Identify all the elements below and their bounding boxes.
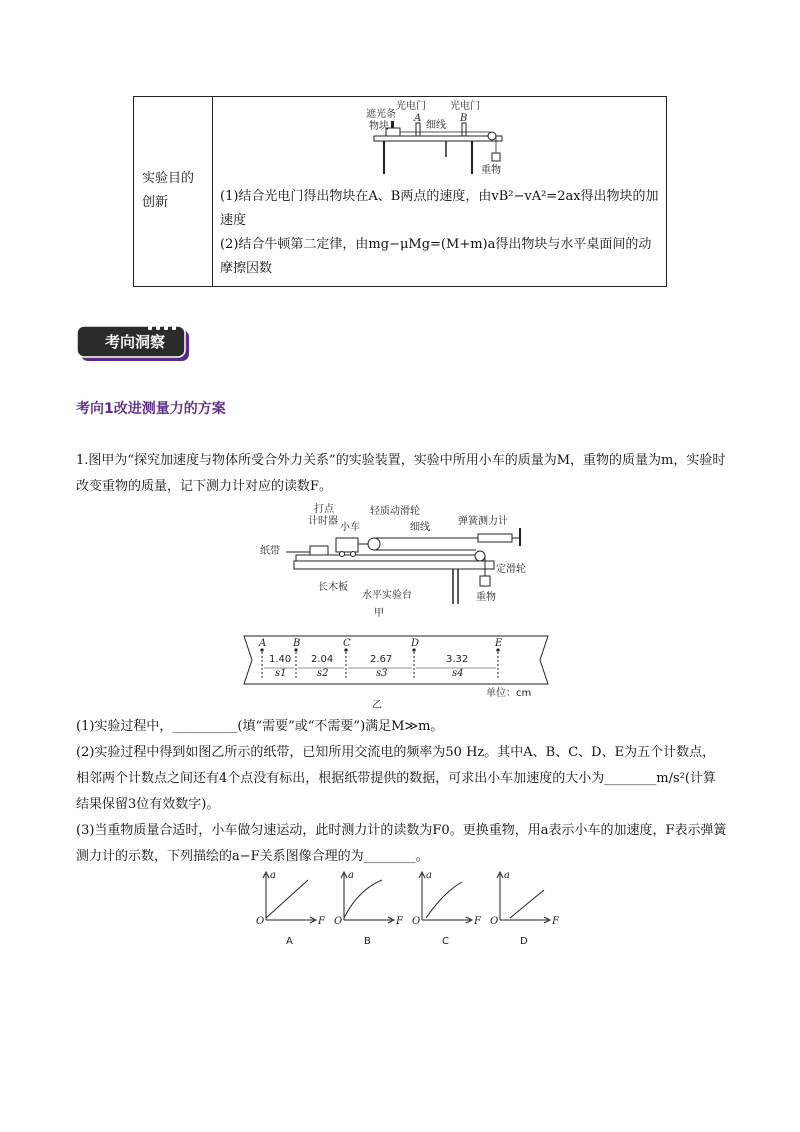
graph-curve [344, 880, 382, 918]
table-divider [212, 97, 213, 286]
table-line-1: (1)结合光电门得出物块在A、B两点的速度，由vB²−vA²=2ax得出物块的加速度 [220, 189, 659, 228]
question-part-3-text: (3)当重物质量合适时，小车做匀速运动，此时测力计的读数为F0。更换重物，用a表示小车的加速度，F表示弹簧测力计的示数，下列描绘的a−F关系图像合理的为________。 [76, 823, 727, 864]
graph-curve [266, 880, 308, 918]
graph-option [412, 870, 482, 947]
graph-axis-label: F [396, 916, 403, 927]
method-table [133, 96, 667, 287]
question-part-3 [76, 818, 728, 870]
question-intro [76, 448, 728, 500]
tape-point-label: A [259, 638, 267, 649]
graph-origin: O [334, 916, 343, 927]
graph-option [490, 870, 560, 947]
graph-origin: O [412, 916, 421, 927]
tape-segment-label: s4 [452, 668, 464, 679]
graph-axis-label: F [318, 916, 325, 927]
tape-point-label: D [411, 638, 420, 649]
tape-segment-label: s2 [317, 668, 329, 679]
photogate-diagram [364, 99, 514, 181]
graph-axis-label: a [348, 870, 354, 881]
badge-label: 考向洞察 [104, 333, 165, 351]
graph-origin: O [256, 916, 265, 927]
section-badge [76, 323, 192, 363]
label-weight: 重物 [481, 165, 501, 176]
graph-option [256, 870, 326, 947]
label-spring: 弹簧测力计 [458, 516, 508, 527]
figure-caption-jia: 甲 [374, 608, 384, 619]
label-block: 物块 [369, 121, 389, 132]
graph-option-label: D [520, 936, 528, 947]
table-line-2: (2)结合牛顿第二定律，由mg−μMg=(M+m)a得出物块与水平桌面间的动摩擦因数 [220, 237, 652, 276]
question-part-2 [76, 740, 728, 818]
label-timer: 打点 [314, 504, 334, 515]
label-string: 细线 [410, 522, 430, 533]
graph-options [240, 868, 559, 948]
label-cart: 小车 [340, 522, 360, 533]
label-gate-b: 光电门 [450, 101, 480, 112]
table-content [220, 185, 660, 281]
label-string: 细线 [426, 120, 446, 131]
graph-curve [510, 890, 544, 918]
tape-point-label: E [495, 638, 503, 649]
label-shade: 遮光条 [366, 109, 396, 120]
tape-unit: 单位：cm [486, 688, 532, 699]
graph-option-label: B [364, 936, 371, 947]
graph-axis-label: a [426, 870, 432, 881]
graph-curve [426, 882, 462, 918]
graph-origin: O [490, 916, 499, 927]
graph-axis-label: F [474, 916, 481, 927]
figure-caption-yi: 乙 [372, 700, 382, 711]
label-point-b: B [460, 113, 468, 124]
tape-length: 3.32 [446, 654, 469, 665]
section-title: 考向1改进测量力的方案 [76, 401, 226, 417]
question-part-1-text: (1)实验过程中，__________(填“需要”或“不需要”)满足M≫m。 [76, 719, 444, 734]
apparatus-diagram [258, 500, 548, 622]
graph-option-label: A [286, 936, 293, 947]
tape-point-label: B [293, 638, 301, 649]
graph-axis-label: a [270, 870, 276, 881]
label-weight: 重物 [476, 592, 496, 603]
tape-segment-label: s1 [275, 668, 287, 679]
graph-axis-label: a [504, 870, 510, 881]
table-row-label: 实验目的创新 [142, 171, 195, 210]
tape-length: 2.04 [311, 654, 334, 665]
label-tape: 纸带 [260, 546, 280, 557]
question-intro-text: 1.图甲为“探究加速度与物体所受合外力关系”的实验装置，实验中所用小车的质量为M，重物的质量为m，实验时改变重物的质量，记下测力计对应的读数F。 [76, 453, 726, 494]
label-table: 水平实验台 [362, 590, 412, 601]
label-pulley: 轻质动滑轮 [370, 506, 420, 517]
label-fixed-pulley: 定滑轮 [496, 564, 526, 575]
tape-length: 1.40 [269, 654, 292, 665]
label-board: 长木板 [318, 582, 348, 593]
graph-option-label: C [442, 936, 449, 947]
label-timer-2: 计时器 [308, 516, 338, 527]
question-part-1 [76, 714, 728, 740]
question-part-2-text: (2)实验过程中得到如图乙所示的纸带，已知所用交流电的频率为50 Hz。其中A、B、C、D、E为五个计数点，相邻两个计数点之间还有4个点没有标出，根据纸带提供的数据，可求出小车加速度的大小为________m/s²(计算结果保留3位有效数字)。 [76, 745, 716, 812]
tape-diagram [238, 632, 558, 710]
tape-point-label: C [343, 638, 351, 649]
graph-axis-label: F [552, 916, 559, 927]
label-point-a: A [414, 113, 422, 124]
graph-option [334, 870, 404, 947]
label-gate-a: 光电门 [396, 101, 426, 112]
tape-length: 2.67 [370, 654, 393, 665]
tape-segment-label: s3 [376, 668, 388, 679]
